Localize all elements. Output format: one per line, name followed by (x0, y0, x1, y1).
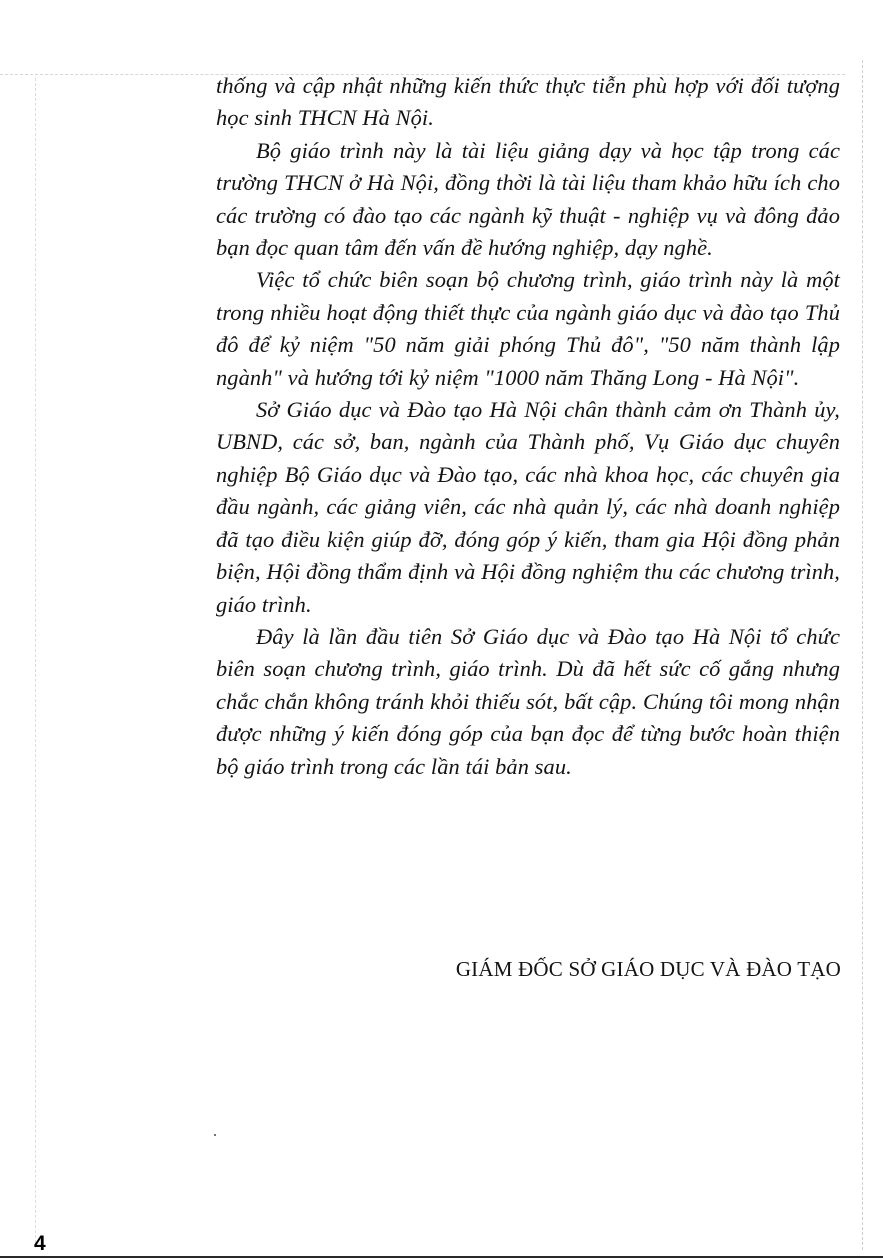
scan-speck (214, 1134, 216, 1136)
paragraph-feedback-request: Đây là lần đầu tiên Sở Giáo dục và Đào tạo Hà Nội tổ chức biên soạn chương trình, giáo trình. Dù đã hết sức cố gắng nhưng chắc chắn không tránh khỏi thiếu sót, bất cập. Chúng tôi mong nhận được những ý kiến đóng góp của bạn đọc để từng bước hoàn thiện bộ giáo trình trong các lần tái bản sau. (216, 623, 840, 779)
paragraph-acknowledgements: Sở Giáo dục và Đào tạo Hà Nội chân thành cảm ơn Thành ủy, UBND, các sở, ban, ngành của Thành phố, Vụ Giáo dục chuyên nghiệp Bộ Giáo dục và Đào tạo, các nhà khoa học, các chuyên gia đầu ngành, các giảng viên, các nhà quản lý, các nhà doanh nghiệp đã tạo điều kiện giúp đỡ, đóng góp ý kiến, tham gia Hội đồng phản biện, Hội đồng thẩm định và Hội đồng nghiệm thu các chương trình, giáo trình. (216, 397, 840, 617)
body-text (216, 70, 840, 783)
paragraph-anniversary: Việc tổ chức biên soạn bộ chương trình, giáo trình này là một trong nhiều hoạt động thiết thực của ngành giáo dục và đào tạo Thủ đô để kỷ niệm "50 năm giải phóng Thủ đô", "50 năm thành lập ngành" và hướng tới kỷ niệm "1000 năm Thăng Long - Hà Nội". (216, 267, 840, 390)
page-number: 4 (34, 1232, 46, 1255)
paragraph-continuation: thống và cập nhật những kiến thức thực tiễn phù hợp với đối tượng học sinh THCN Hà Nội. (216, 73, 840, 131)
signature-title: GIÁM ĐỐC SỞ GIÁO DỤC VÀ ĐÀO TẠO (455, 957, 841, 981)
scan-border-left (35, 78, 36, 1248)
scan-border-right (862, 60, 863, 1250)
page-bottom-rule (0, 1256, 883, 1258)
paragraph-textbook-purpose: Bộ giáo trình này là tài liệu giảng dạy và học tập trong các trường THCN ở Hà Nội, đồng thời là tài liệu tham khảo hữu ích cho các trường có đào tạo các ngành kỹ thuật - nghiệp vụ và đông đảo bạn đọc quan tâm đến vấn đề hướng nghiệp, dạy nghề. (216, 137, 840, 261)
